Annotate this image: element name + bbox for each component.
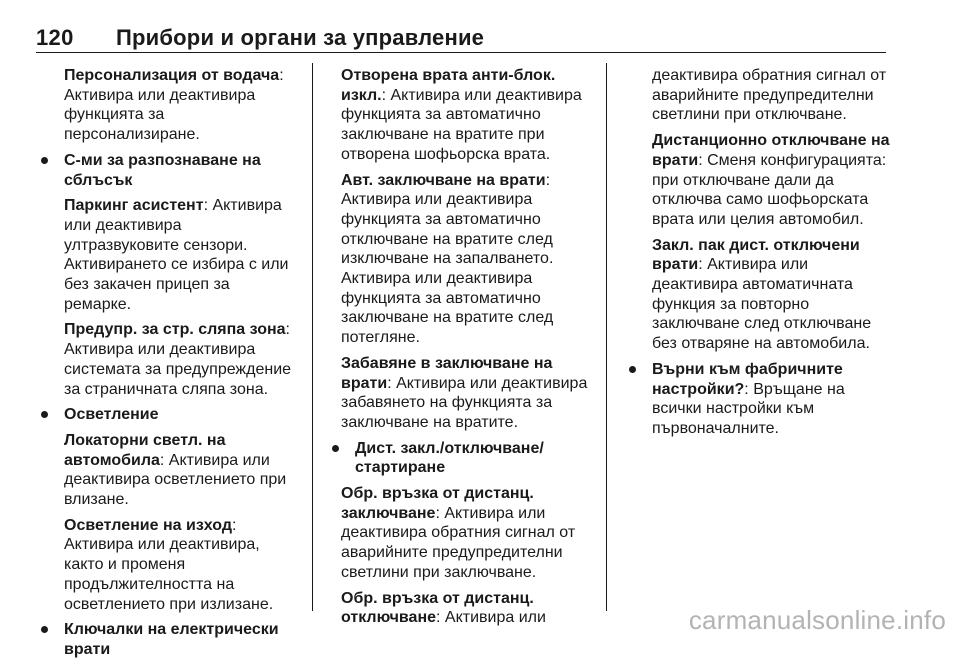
setting-entry: [64, 516, 298, 615]
section-bullet: Осветление: [36, 405, 298, 425]
setting-entry: [64, 320, 298, 399]
setting-entry: [341, 589, 599, 628]
setting-title: Осветление на изход: [64, 516, 232, 534]
setting-title: Закл. пак дист. отключени врати: [652, 236, 860, 274]
setting-entry: [652, 236, 896, 354]
section-bullet: [327, 439, 599, 478]
setting-entry: [341, 484, 599, 583]
watermark: carmanualsonline.info: [688, 605, 946, 635]
page-number: 120: [36, 25, 74, 50]
section-bullet: Ключалки на електрически врати: [36, 620, 298, 659]
setting-entry: [341, 354, 599, 433]
setting-entry: [64, 196, 298, 314]
setting-description: : Активира или деактивира, както и променя продължителността на осветлението при излизане.: [64, 516, 274, 613]
setting-description: : Активира или деактивира забавянето на функцията за заключване на вратите.: [341, 374, 588, 431]
setting-description: : Активира или деактивира системата за предупреждение за страничната сляпа зона.: [64, 321, 292, 398]
setting-title: Персонализация от водача: [64, 67, 280, 84]
section-bullet: [624, 360, 896, 439]
column-divider: [312, 63, 313, 611]
page-title: Прибори и органи за управление: [116, 25, 485, 50]
setting-entry: [341, 66, 599, 165]
setting-title: Отворена врата анти-блок. изкл.: [341, 67, 556, 104]
setting-entry: [64, 66, 298, 145]
setting-description: : Активира или деактивира ултразвуковите сензори. Активирането се избира с или без закачен прицеп за ремарке.: [64, 197, 289, 313]
setting-title: Обр. връзка от дистанц. отключване: [341, 589, 534, 627]
setting-title: Предупр. за стр. сляпа зона: [64, 321, 286, 339]
setting-description: : Активира или деактивира функцията за автоматично заключване на вратите при отворена шофьорска врата.: [341, 86, 582, 163]
setting-description: : Активира или деактивира функцията за автоматично отключване на вратите след изключване на запалването. Активира или деактивира функцията за автоматично заключване на вратите след потегляне.: [341, 171, 554, 347]
setting-title: Паркинг асистент: [64, 197, 204, 215]
column-3: [634, 66, 896, 445]
page-header: [36, 22, 886, 53]
setting-entry: [652, 131, 896, 230]
column-2: [341, 66, 599, 628]
setting-title: Забавяне в заключване на врати: [341, 354, 553, 392]
setting-description: : Активира или деактивира функцията за персонализиране.: [64, 67, 284, 144]
setting-description: : Активира или деактивира осветлението при влизане.: [64, 451, 287, 509]
setting-title: Върни към фабричните настройки?: [652, 360, 843, 398]
setting-entry: [341, 171, 599, 348]
setting-entry: [64, 431, 298, 510]
setting-entry: [652, 66, 896, 125]
setting-description: : Активира или: [436, 609, 546, 627]
setting-description: : Сменя конфигурацията: при отключване дали да отключва само шофьорската врата или целия автомобил.: [652, 151, 887, 228]
column-divider: [606, 63, 607, 611]
setting-description: деактивира обратния сигнал от аварийните предупредителни светлини при отключване.: [652, 67, 887, 124]
setting-title: Обр. връзка от дистанц. заключване: [341, 485, 534, 522]
setting-title: Локаторни светл. на автомобила: [64, 431, 226, 469]
section-bullet: С-ми за разпознаване на сблъсък: [36, 151, 298, 190]
column-1: [36, 66, 298, 666]
setting-title: Дистанционно отключване на врати: [652, 132, 890, 169]
setting-title: Авт. заключване на врати: [341, 171, 546, 189]
setting-description: : Активира или деактивира обратния сигнал от аварийните предупредителни светлини при заключване.: [341, 504, 576, 581]
setting-description: : Връщане на всички настройки към първоначалните.: [652, 380, 845, 437]
section-bullet-label: Дист. закл./отключване/ стартиране: [355, 439, 544, 477]
setting-description: : Активира или деактивира автоматичната функция за повторно заключване след отключване без отваряне на автомобила.: [652, 256, 872, 353]
